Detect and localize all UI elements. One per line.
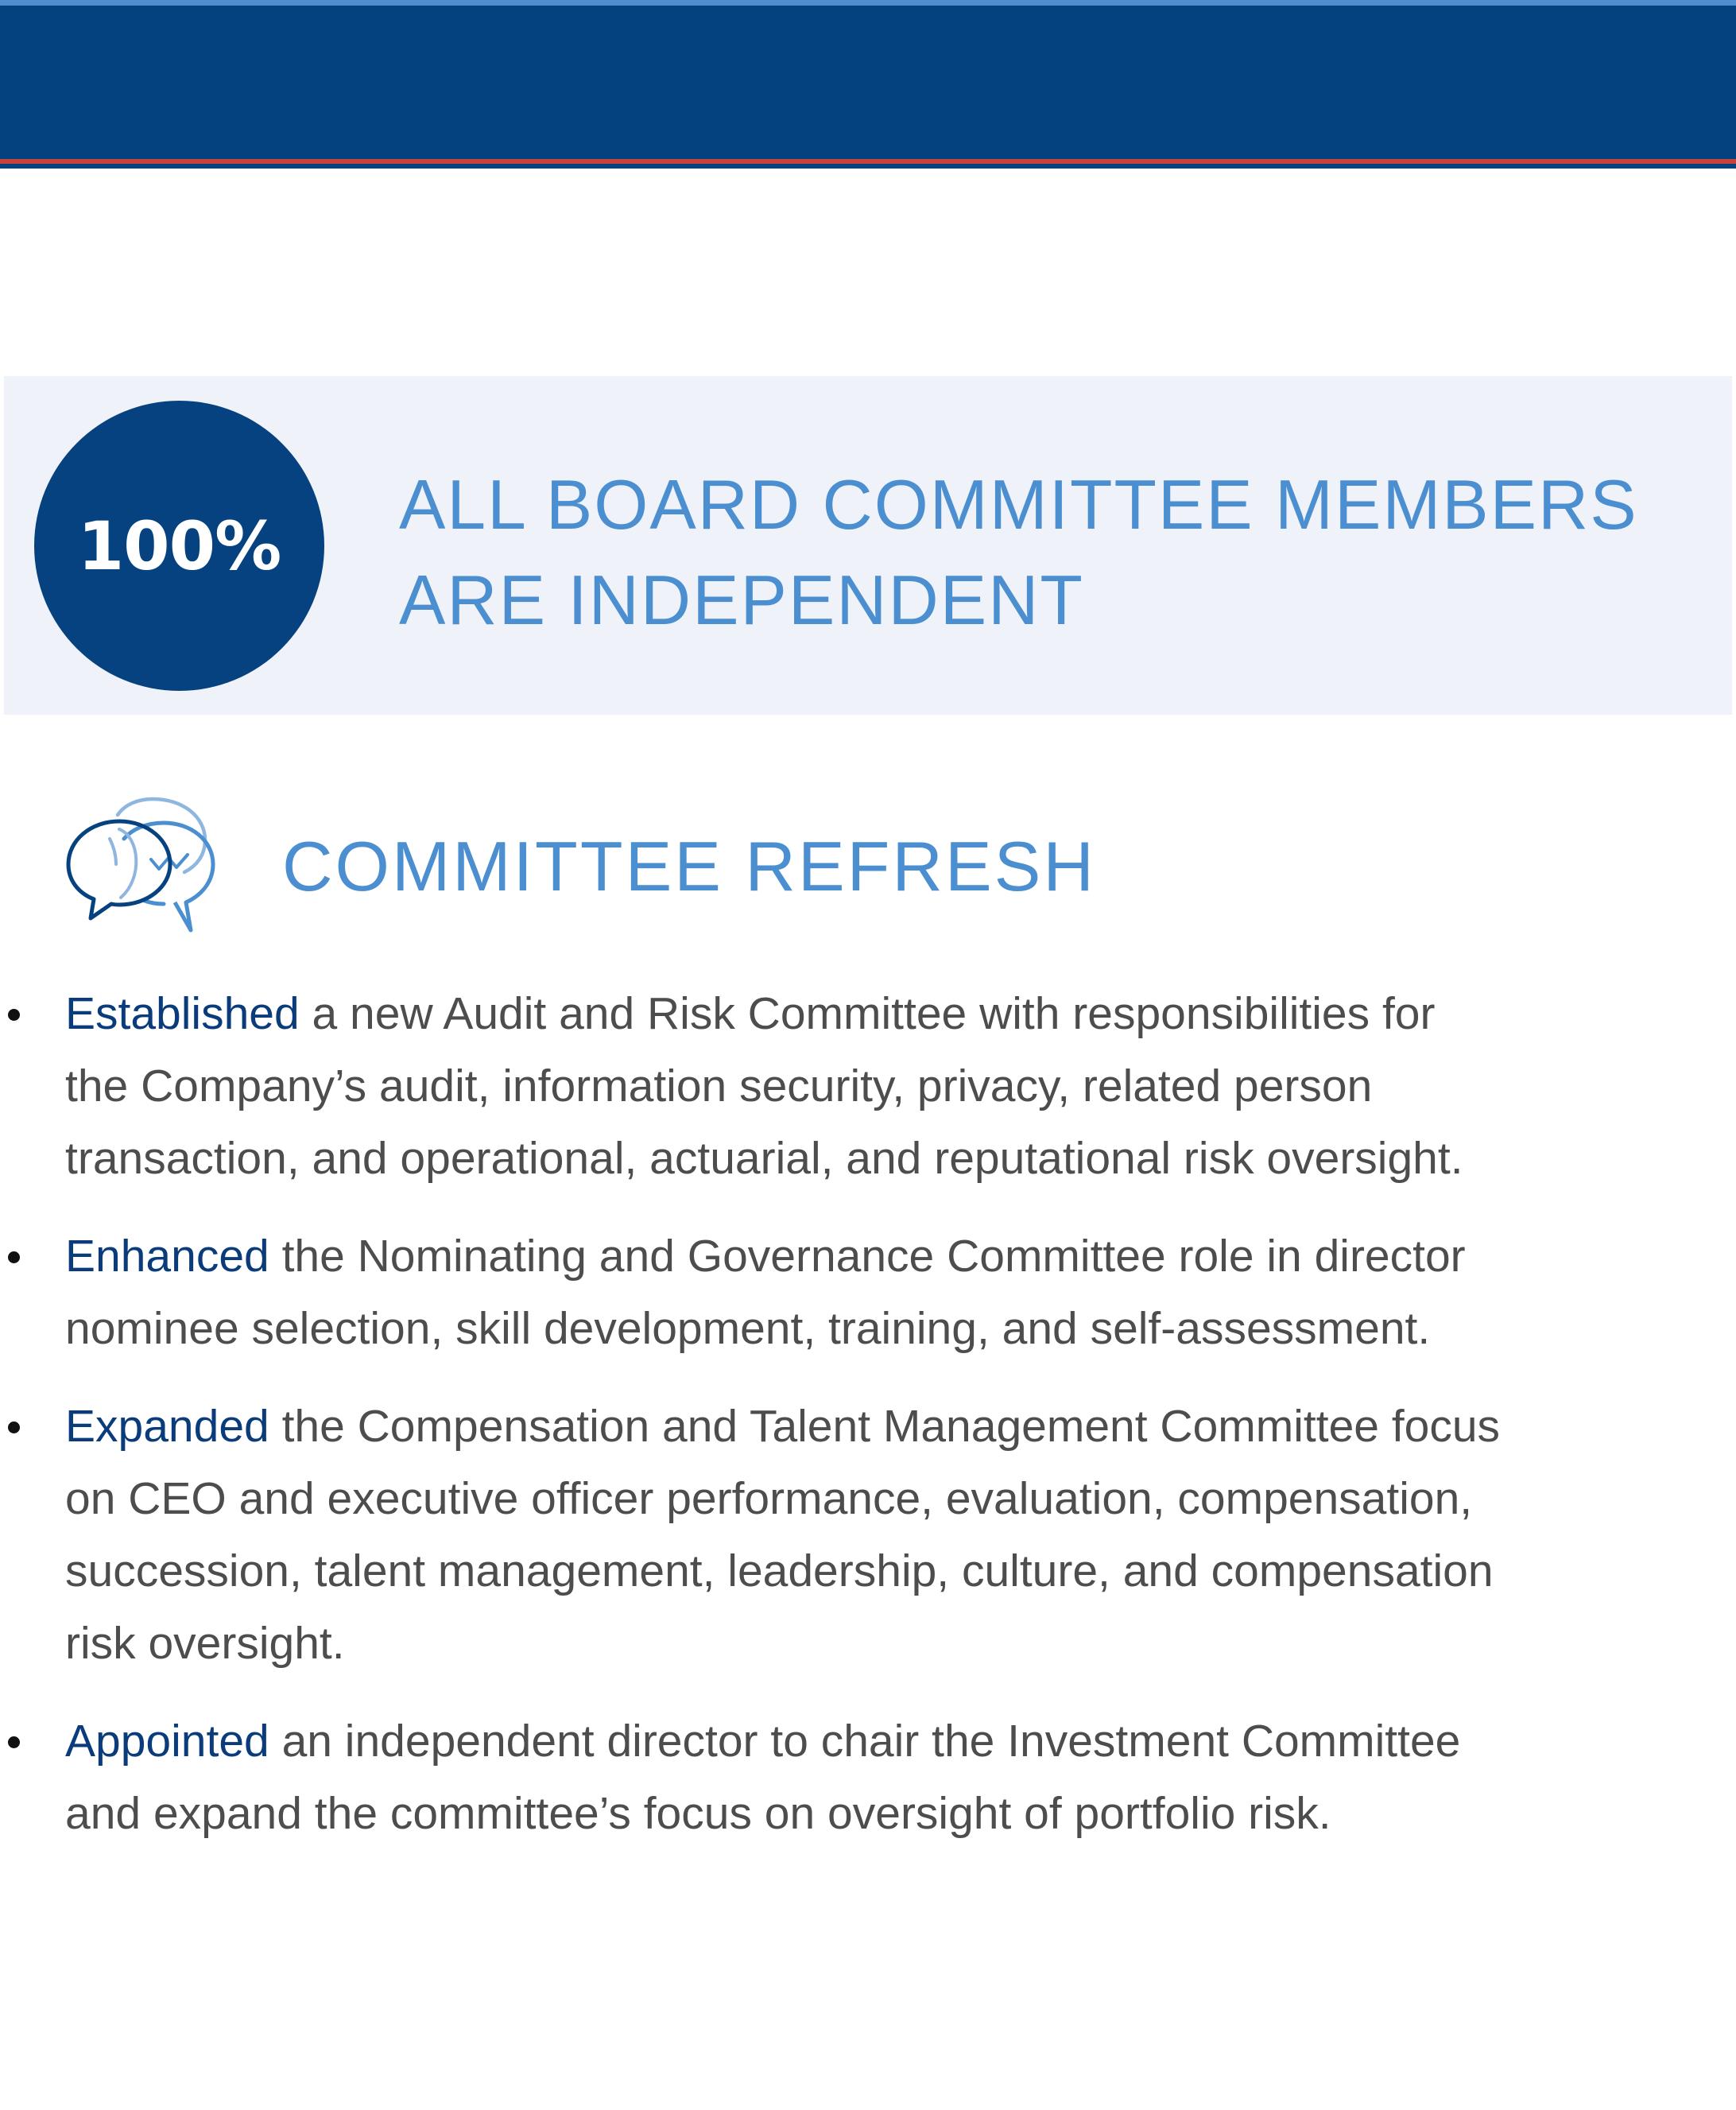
banner-bottom-accent-line [0, 159, 1736, 164]
list-item-text: an independent director to chair the Investment Committee [269, 1716, 1461, 1767]
chat-bubbles-icon [64, 791, 223, 934]
list-item-line: risk oversight. [65, 1618, 345, 1669]
banner-top-accent-line [0, 0, 1736, 6]
section-title: COMMITTEE REFRESH [282, 827, 1096, 906]
list-item [0, 1391, 1736, 1680]
highlight-heading-line-1: ALL BOARD COMMITTEE MEMBERS [399, 465, 1638, 544]
stat-value: 100% [77, 506, 281, 585]
list-item-line: the Company’s audit, information security, privacy, related person [65, 1061, 1373, 1111]
list-item-lead: Established [65, 988, 300, 1039]
bullet-dot [8, 1422, 20, 1433]
list-item-line [65, 978, 1704, 1050]
list-item-text: the Compensation and Talent Management Committee focus [269, 1401, 1501, 1452]
bullet-dot [8, 1251, 20, 1263]
list-item-line [65, 1705, 1704, 1778]
bullet-dot [8, 1009, 20, 1021]
stat-circle [34, 401, 324, 691]
list-item-line: succession, talent management, leadership, culture, and compensation [65, 1546, 1494, 1596]
list-item-line: nominee selection, skill development, training, and self-assessment. [65, 1303, 1431, 1354]
list-item-line: transaction, and operational, actuarial, and reputational risk oversight. [65, 1133, 1463, 1184]
list-item [0, 978, 1736, 1195]
list-item [0, 1220, 1736, 1365]
list-item [0, 1705, 1736, 1850]
top-banner [0, 0, 1736, 169]
highlight-heading [399, 457, 1719, 648]
committee-refresh-list [0, 978, 1736, 1875]
list-item-lead: Appointed [65, 1716, 269, 1767]
list-item-text: the Nominating and Governance Committee role in director [269, 1231, 1466, 1282]
list-item-line: on CEO and executive officer performance, evaluation, compensation, [65, 1473, 1473, 1524]
list-item-lead: Enhanced [65, 1231, 269, 1282]
bullet-dot [8, 1736, 20, 1748]
list-item-line: and expand the committee’s focus on oversight of portfolio risk. [65, 1788, 1331, 1839]
list-item-line [65, 1391, 1704, 1463]
highlight-heading-line-2: ARE INDEPENDENT [399, 560, 1084, 639]
list-item-lead: Expanded [65, 1401, 269, 1452]
list-item-line [65, 1220, 1704, 1293]
list-item-text: a new Audit and Risk Committee with responsibilities for [299, 988, 1436, 1039]
